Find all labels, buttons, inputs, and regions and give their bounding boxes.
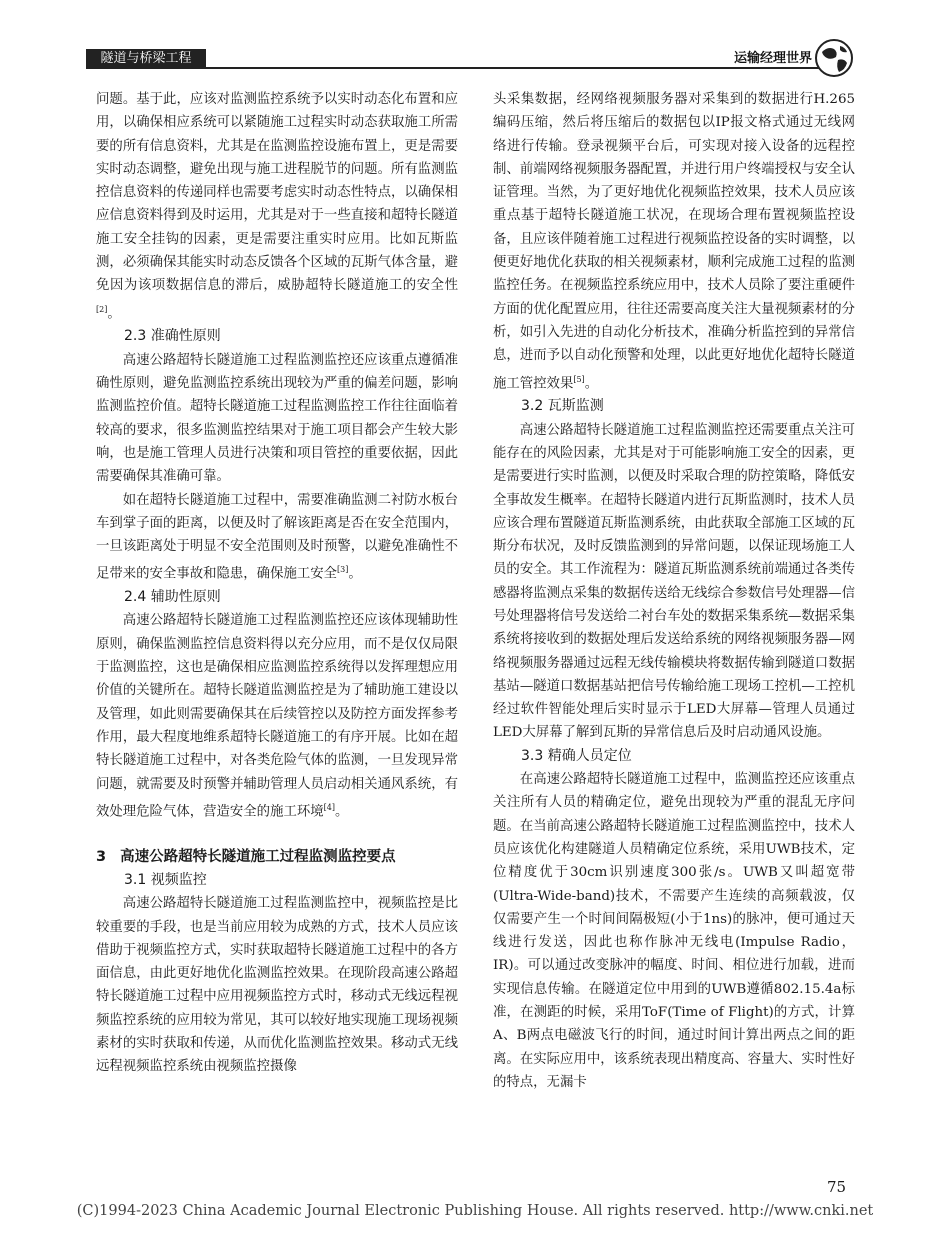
subsection-heading-3-1: 3.1 视频监控 <box>124 871 207 888</box>
globe-icon <box>814 38 854 78</box>
magazine-title: 运输经理世界 <box>733 51 812 66</box>
subsection-heading-2-4: 2.4 辅助性原则 <box>124 589 221 606</box>
left-column <box>96 88 458 1079</box>
paragraph: 问题。基于此，应该对监测监控系统予以实时动态化布置和应用，以确保相应系统可以紧随施工过程实时动态获取施工所需要的所有信息资料，尤其是在监测监控设施布置上，更是需要实时动态调整，避免出现与施工进程脱节的问题。所有监测监控信息资料的传递同样也需要考虑实时动态性特点，以确保相应信息资料得到及时运用，尤其是对于一些直接和超特长隧道施工安全挂钩的因素，更是需要注重实时应用。比如瓦斯监测，必须确保其能实时动态反馈各个区域的瓦斯气体含量，避免因为该项数据信息的滞后，威胁超特长隧道施工的安全性[2]。 <box>96 92 458 322</box>
subsection-heading-3-2: 3.2 瓦斯监测 <box>521 398 604 415</box>
paragraph: 高速公路超特长隧道施工过程监测监控还应该重点遵循准确性原则，避免监测监控系统出现较为严重的偏差问题，影响监测监控价值。超特长隧道施工过程监测监控工作往往面临着较高的要求，很多监测监控结果对于施工项目都会产生较大影响，也是施工管理人员进行决策和项目管控的重要依据，因此需要确保其准确可靠。 <box>96 352 458 485</box>
paragraph: 在高速公路超特长隧道施工过程中，监测监控还应该重点关注所有人员的精确定位，避免出现较为严重的混乱无序问题。在当前高速公路超特长隧道施工过程监测监控中，技术人员应该优化构建隧道人员精确定位系统，采用UWB技术，定位精度优于30cm识别速度300张/s。UWB又叫超宽带(Ultra-Wide-band)技术，不需要产生连续的高频载波，仅仅需要产生一个时间间隔极短(小于1ns)的脉冲，便可通过天线进行发送，因此也称作脉冲无线电(Impulse Radio，IR)。可以通过改变脉冲的幅度、时间、相位进行加载，进而实现信息传输。在隧道定位中用到的UWB遵循802.15.4a标准，在测距的时候，采用ToF(Time of Flight)的方式，计算A、B两点电磁波飞行的时间，通过时间计算出两点之间的距离。在实际应用中，该系统表现出精度高、容量大、实时性好的特点，无漏卡 <box>493 772 855 1090</box>
paragraph: 高速公路超特长隧道施工过程监测监控还应该体现辅助性原则，确保监测监控信息资料得以充分应用，而不是仅仅局限于监测监控，这也是确保相应监测监控系统得以发挥理想应用价值的关键所在。超特长隧道监测监控是为了辅助施工建设以及管理，如此则需要确保其在后续管控以及防控方面发挥参考作用，最大程度地维系超特长隧道施工的有序开展。比如在超特长隧道施工过程中，对各类危险气体的监测，一旦发现异常问题，就需要及时预警并辅助管理人员启动相关通风系统，有效处理危险气体，营造安全的施工环境[4]。 <box>96 613 458 820</box>
paragraph: 高速公路超特长隧道施工过程监测监控还需要重点关注可能存在的风险因素，尤其是对于可能影响施工安全的因素，更是需要进行实时监测，以便及时采取合理的防控策略，降低安全事故发生概率。在超特长隧道内进行瓦斯监测时，技术人员应该合理布置隧道瓦斯监测系统，由此获取全部施工区域的瓦斯分布状况，及时反馈监测到的异常问题，以保证现场施工人员的安全。其工作流程为：隧道瓦斯监测系统前端通过各类传感器将监测点采集的数据传送给无线综合参数信号处理器—信号处理器将信号发送给二衬台车处的数据采集系统—数据采集系统将接收到的数据处理后发送给系统的网络视频服务器—网络视频服务器通过远程无线传输模块将数据传输到隧道口数据基站—隧道口数据基站把信号传输给施工现场工控机—工控机经过软件智能处理后实时显示于LED大屏幕—管理人员通过LED大屏幕了解到瓦斯的异常信息后及时启动通风设施。 <box>493 422 855 741</box>
right-column <box>493 88 855 1094</box>
journal-section-label: 隧道与桥梁工程 <box>86 49 206 69</box>
paragraph: 如在超特长隧道施工过程中，需要准确监测二衬防水板台车到掌子面的距离，以便及时了解该距离是否在安全范围内，一旦该距离处于明显不安全范围则及时预警，以避免准确性不足带来的安全事故和隐患，确保施工安全[3]。 <box>96 492 458 582</box>
paragraph: 头采集数据，经网络视频服务器对采集到的数据进行H.265编码压缩，然后将压缩后的数据包以IP报文格式通过无线网络进行传输。登录视频平台后，可实现对接入设备的远程控制、前端网络视频服务器配置，并进行用户终端授权与安全认证管理。当然，为了更好地优化视频监控效果，技术人员应该重点基于超特长隧道施工状况，在现场合理布置视频监控设备，且应该伴随着施工过程进行视频监控设备的实时调整，以便更好地优化获取的相关视频素材，顺利完成施工过程的监测监控任务。在视频监控系统应用中，技术人员除了要注重硬件方面的优化配置应用，往往还需要高度关注大量视频素材的分析，如引入先进的自动化分析技术，准确分析监控到的异常信息，进而予以自动化预警和处理，以此更好地优化超特长隧道施工管控效果[5]。 <box>493 92 855 392</box>
copyright-footer: (C)1994-2023 China Academic Journal Electronic Publishing House. All rights reserved. http://www.cnki.net <box>76 1203 874 1219</box>
subsection-heading-2-3: 2.3 准确性原则 <box>124 328 221 345</box>
subsection-heading-3-3: 3.3 精确人员定位 <box>521 747 632 764</box>
paragraph: 高速公路超特长隧道施工过程监测监控中，视频监控是比较重要的手段，也是当前应用较为成熟的方式，技术人员应该借助于视频监控方式，实时获取超特长隧道施工过程中的各方面信息，由此更好地优化监测监控效果。在现阶段高速公路超特长隧道施工过程中应用视频监控方式时，移动式无线远程视频监控系统的应用较为常见，其可以较好地实现施工现场视频素材的实时获取和传递，从而优化监测监控效果。移动式无线远程视频监控系统由视频监控摄像 <box>96 896 458 1075</box>
section-heading-3: 3 高速公路超特长隧道施工过程监测监控要点 <box>96 848 396 865</box>
page-number: 75 <box>827 1178 847 1196</box>
